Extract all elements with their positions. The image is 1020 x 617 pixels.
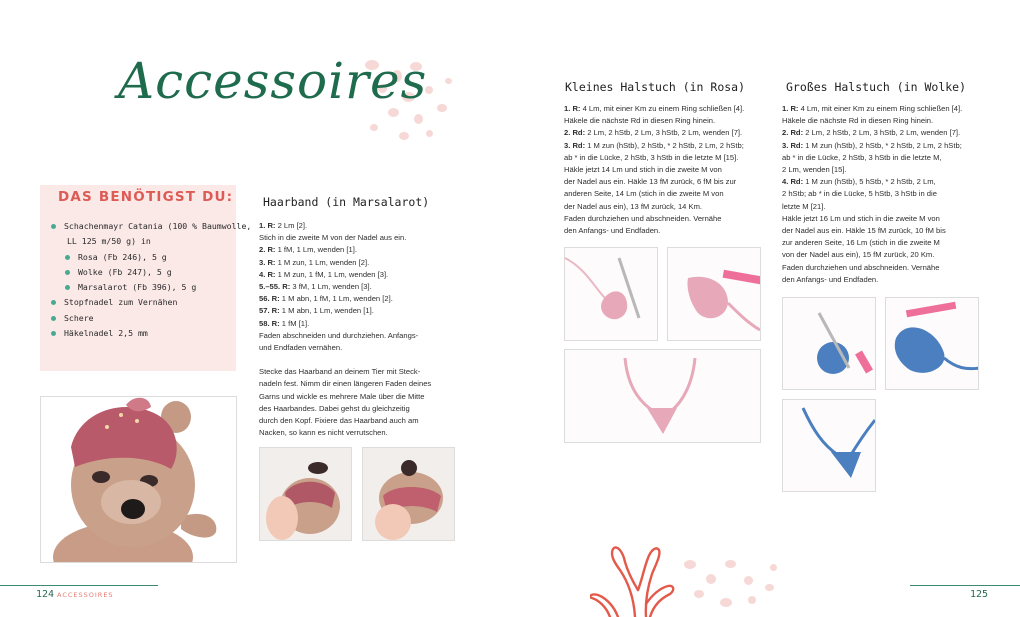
- haarband-instructions: [259, 220, 469, 439]
- grosses-photo-1: [782, 297, 876, 390]
- bullet-icon: [51, 224, 56, 229]
- kleines-halstuch-title: Kleines Halstuch (in Rosa): [565, 80, 746, 94]
- instruction-line: [782, 274, 987, 286]
- row-text: zur anderen Seite, 16 Lm (stich in die zweite M: [782, 238, 940, 248]
- materials-item: [51, 280, 233, 295]
- instruction-line: [564, 213, 769, 225]
- row-label: 58. R:: [259, 318, 280, 328]
- haarband-photo-2: [362, 447, 455, 541]
- instruction-line: [782, 262, 987, 274]
- kleines-halstuch-instructions: [564, 103, 769, 237]
- materials-heading: DAS BENÖTIGST DU:: [58, 189, 234, 205]
- row-text: 1 M zun (hStb), 2 hStb, * 2 hStb, 2 Lm, 2 hStb;: [585, 140, 744, 150]
- row-text: Häkle jetzt 16 Lm und stich in die zweite M von: [782, 213, 940, 223]
- instruction-line: [259, 281, 469, 293]
- row-text: 4 Lm, mit einer Km zu einem Ring schließen [4].: [580, 104, 745, 113]
- row-label: 3. Rd:: [564, 140, 586, 150]
- row-text: Häkele die nächste Rd in diesen Ring hinein.: [782, 116, 934, 126]
- row-label: 3. Rd:: [782, 140, 804, 150]
- instruction-line: [782, 225, 987, 237]
- row-text: Faden durchziehen und abschneiden. Vernähe: [564, 213, 722, 223]
- kleines-photo-3: [564, 349, 761, 443]
- row-label: 2. Rd:: [564, 128, 586, 138]
- instruction-line: [564, 115, 769, 127]
- materials-item: [51, 295, 233, 310]
- materials-item-text: Marsalarot (Fb 396), 5 g: [78, 282, 197, 293]
- row-label: 1. R:: [564, 104, 581, 113]
- bullet-icon: [51, 316, 56, 321]
- instruction-line: [564, 188, 769, 200]
- materials-item: [51, 219, 252, 234]
- instruction-line: Stecke das Haarband an deinem Tier mit Steck-: [259, 367, 421, 377]
- instruction-line: [259, 269, 469, 281]
- instruction-line: [259, 305, 469, 317]
- row-text: 4 Lm, mit einer Km zu einem Ring schließen [4].: [798, 104, 963, 113]
- row-text: Häkele die nächste Rd in diesen Ring hinein.: [564, 116, 716, 126]
- materials-item-text: Schere: [64, 312, 94, 323]
- row-label: 3. R:: [259, 257, 276, 267]
- footer-line-right: [910, 585, 1020, 586]
- instruction-line: Nacken, so kann es nicht verrutschen.: [259, 428, 388, 438]
- row-text: 2 Lm, 2 hStb, 2 Lm, 3 hStb, 2 Lm, wenden [7].: [585, 128, 743, 138]
- materials-item-text: Rosa (Fb 246), 5 g: [78, 251, 167, 262]
- materials-item-text: Häkelnadel 2,5 mm: [64, 328, 148, 339]
- kleines-photo-1: [564, 247, 658, 341]
- instruction-line: [564, 140, 769, 152]
- row-text: von der Nadel aus ein), 15 fM zurück, 20 Km.: [782, 250, 935, 260]
- row-text: und Endfaden vernähen.: [259, 343, 343, 353]
- instruction-line: [782, 213, 987, 225]
- paragraph-gap: [259, 354, 469, 366]
- materials-item: [51, 326, 233, 341]
- bullet-icon: [51, 331, 56, 336]
- instruction-line: [782, 249, 987, 261]
- row-text: Häkle jetzt 14 Lm und stich in die zweite M von: [564, 165, 722, 175]
- row-text: 2 Lm [2].: [275, 221, 308, 230]
- materials-item: [51, 234, 233, 249]
- row-text: 1 M zun, 1 fM, 1 Lm, wenden [3].: [275, 269, 389, 279]
- instruction-line: [259, 330, 469, 342]
- row-text: Stich in die zweite M von der Nadel aus ein.: [259, 233, 407, 243]
- row-text: 2 Lm, 2 hStb, 2 Lm, 3 hStb, 2 Lm, wenden [7].: [803, 128, 961, 138]
- instruction-line: [782, 188, 987, 200]
- row-label: 56. R:: [259, 294, 280, 304]
- instruction-line: [259, 342, 469, 354]
- row-text: den Anfangs- und Endfaden.: [564, 226, 661, 236]
- row-label: 4. Rd:: [782, 177, 804, 187]
- instruction-line: [782, 103, 987, 115]
- bullet-icon: [65, 255, 70, 260]
- instruction-line: [782, 176, 987, 188]
- bullet-icon: [65, 270, 70, 275]
- instruction-line: [259, 232, 469, 244]
- instruction-line: [259, 220, 469, 232]
- page-number-left: 124: [36, 589, 55, 600]
- row-text: 1 M abn, 1 Lm, wenden [1].: [279, 306, 374, 316]
- row-text: 1 fM, 1 Lm, wenden [1].: [275, 245, 357, 255]
- bullet-icon: [51, 300, 56, 305]
- haarband-photo-1: [259, 447, 352, 541]
- instruction-line: [259, 293, 469, 305]
- row-label: 2. Rd:: [782, 128, 804, 138]
- row-text: ab * in die Lücke, 2 hStb, 3 hStb in die letzte M [15].: [564, 152, 739, 162]
- materials-item-text: Stopfnadel zum Vernähen: [64, 297, 178, 308]
- grosses-photo-3: [782, 399, 876, 492]
- row-text: 2 Lm, wenden [15].: [782, 165, 847, 175]
- row-label: 5.–55. R:: [259, 282, 291, 292]
- page-title: Accessoires: [118, 52, 428, 110]
- materials-item: [51, 265, 233, 280]
- instruction-line: [564, 176, 769, 188]
- materials-item-text: Schachenmayr Catania (100 % Baumwolle,: [64, 221, 252, 231]
- row-text: 1 fM [1].: [279, 318, 310, 328]
- row-text: der Nadel aus ein. Häkle 15 fM zurück, 10 fM bis: [782, 226, 946, 236]
- row-text: 1 M zun (hStb), 2 hStb, * 2 hStb, 2 Lm, 2 hStb;: [803, 140, 962, 150]
- row-text: den Anfangs- und Endfaden.: [782, 274, 879, 284]
- row-text: 2 hStb; ab * in die Lücke, 5 hStb, 3 hStb in die: [782, 189, 937, 199]
- instruction-line: [564, 103, 769, 115]
- instruction-line: [564, 127, 769, 139]
- instruction-line: des Haarbandes. Dabei gehst du gleichzeitig: [259, 403, 410, 413]
- instruction-line: [782, 164, 987, 176]
- instruction-line: [782, 127, 987, 139]
- materials-item-text: Wolke (Fb 247), 5 g: [78, 266, 172, 277]
- instruction-line: [564, 201, 769, 213]
- instruction-line: durch den Kopf. Fixiere das Haarband auch am: [259, 416, 419, 426]
- instruction-line: [259, 318, 469, 330]
- footer-chapter-label: ACCESSOIRES: [57, 591, 114, 599]
- instruction-line: [782, 201, 987, 213]
- row-text: der Nadel aus ein. Häkle 13 fM zurück, 6 fM bis zur: [564, 177, 737, 187]
- instruction-line: [782, 237, 987, 249]
- grosses-halstuch-title: Großes Halstuch (in Wolke): [786, 80, 967, 94]
- row-text: anderen Seite, 14 Lm (stich in die zweite M von: [564, 189, 724, 199]
- haarband-title: Haarband (in Marsalarot): [263, 195, 430, 209]
- row-label: 1. R:: [259, 221, 276, 230]
- materials-list: [51, 219, 252, 341]
- page-number-right: 125: [970, 589, 989, 600]
- instruction-line: Garns und wickle es mehrere Male über die Mitte: [259, 391, 425, 401]
- row-text: 1 M zun, 1 Lm, wenden [2].: [275, 257, 370, 267]
- instruction-line: [564, 225, 769, 237]
- materials-item: [51, 250, 233, 265]
- bear-photo: [40, 396, 237, 563]
- row-text: ab * in die Lücke, 2 hStb, 3 hStb in die letzte M,: [782, 152, 942, 162]
- row-label: 1. R:: [782, 104, 799, 113]
- row-text: 1 M abn, 1 fM, 1 Lm, wenden [2].: [279, 294, 393, 304]
- coral-decoration: [590, 540, 690, 617]
- instruction-line: [259, 257, 469, 269]
- row-text: 1 M zun (hStb), 5 hStb, * 2 hStb, 2 Lm,: [803, 177, 936, 187]
- row-label: 2. R:: [259, 245, 276, 255]
- instruction-line: [782, 140, 987, 152]
- grosses-halstuch-instructions: [782, 103, 987, 286]
- footer-line-left: [0, 585, 158, 586]
- row-text: der Nadel aus ein), 13 fM zurück, 14 Km.: [564, 201, 703, 211]
- instruction-line: nadeln fest. Nimm dir einen längeren Faden deines: [259, 379, 432, 389]
- row-text: Faden durchziehen und abschneiden. Vernähe: [782, 262, 940, 272]
- row-text: Faden abschneiden und durchziehen. Anfangs-: [259, 330, 419, 340]
- instruction-line: [564, 152, 769, 164]
- row-label: 57. R:: [259, 306, 280, 316]
- row-label: 4. R:: [259, 269, 276, 279]
- instruction-line: [782, 152, 987, 164]
- instruction-line: [782, 115, 987, 127]
- grosses-photo-2: [885, 297, 979, 390]
- row-text: 3 fM, 1 Lm, wenden [3].: [290, 282, 372, 292]
- bullet-icon: [65, 285, 70, 290]
- instruction-line: [564, 164, 769, 176]
- row-text: letzte M [21].: [782, 201, 826, 211]
- instruction-line: [259, 244, 469, 256]
- materials-item-text: LL 125 m/50 g) in: [67, 236, 151, 247]
- kleines-photo-2: [667, 247, 761, 341]
- materials-item: [51, 311, 233, 326]
